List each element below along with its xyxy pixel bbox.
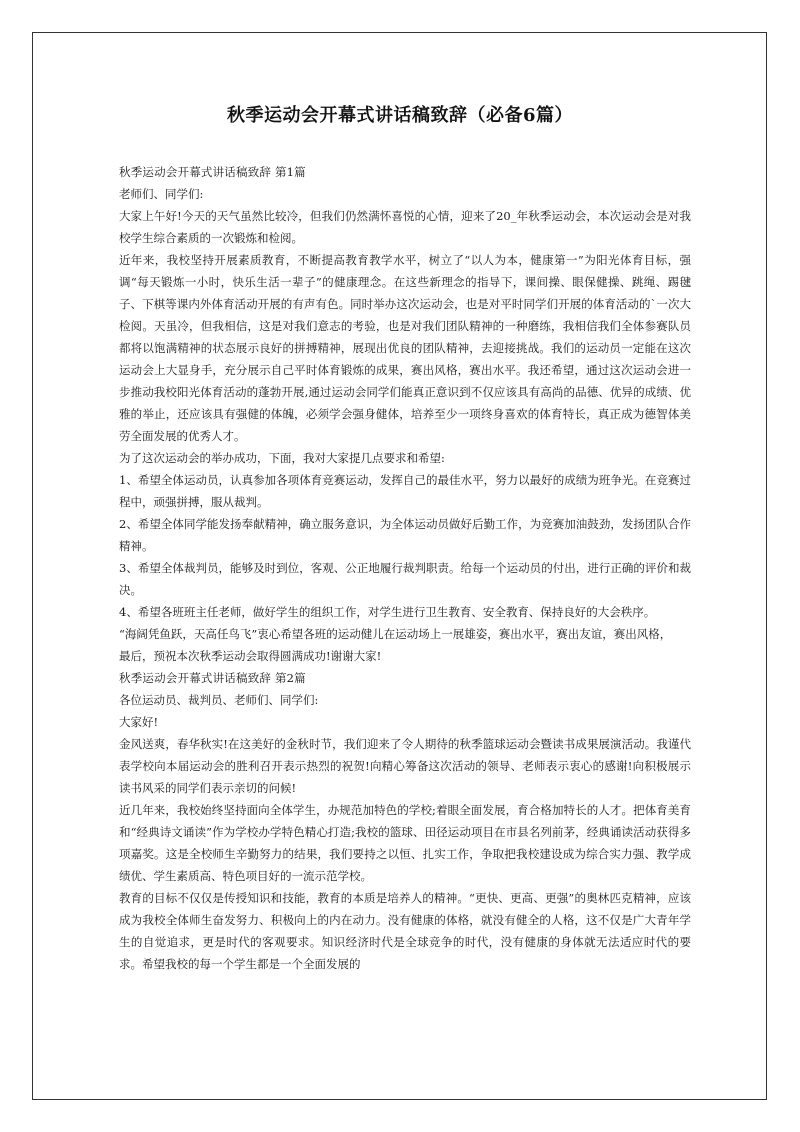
- closing: 最后，预祝本次秋季运动会取得圆满成功!谢谢大家!: [119, 649, 382, 663]
- section-heading-2: 秋季运动会开幕式讲话稿致辞 第2篇: [119, 671, 306, 685]
- paragraph: 近年来，我校坚持开展素质教育，不断提高教育教学水平，树立了“以人为本，健康第一”为阳光体育目标，强调“每天锻炼一小时，快乐生活一辈子”的健康理念。在这些新理念的指导下，课间操、眼保健操、跳绳、踢毽子、下棋等课内外体育活动开展的有声有色。同时举办这次运动会，也是对平时同学们开展的体育活动的`一次大检阅。天虽冷，但我相信，这是对我们意志的考验，也是对我们团队精神的一种磨练，我相信我们全体参赛队员都将以饱满精神的状态展示良好的拼搏精神，展现出优良的团队精神，去迎接挑战。我们的运动员一定能在这次运动会上大显身手，充分展示自己平时体育锻炼的成果，赛出风格，赛出水平。我还希望，通过这次运动会进一步推动我校阳光体育活动的蓬勃开展,通过运动会同学们能真正意识到不仅应该具有高尚的品德、优异的成绩、优雅的举止，还应该具有强健的体魄，必须学会强身健体，培养至少一项终身喜欢的体育特长，真正成为德智体美劳全面发展的优秀人才。: [119, 253, 691, 443]
- paragraph: 为了这次运动会的举办成功，下面，我对大家提几点要求和希望:: [119, 451, 445, 465]
- paragraph: 大家上午好!今天的天气虽然比较冷，但我们仍然满怀喜悦的心情，迎来了20_年秋季运动会，本次运动会是对我校学生综合素质的一次锻炼和检阅。: [119, 209, 691, 245]
- salutation: 各位运动员、裁判员、老师们、同学们:: [119, 693, 319, 707]
- paragraph: 金风送爽，春华秋实!在这美好的金秋时节，我们迎来了令人期待的秋季篮球运动会暨读书成果展演活动。我谨代表学校向本届运动会的胜利召开表示热烈的祝贺!向精心筹备这次活动的领导、老师表示衷心的感谢!向积极展示读书风采的同学们表示亲切的问候!: [119, 737, 691, 795]
- paragraph: 近几年来，我校始终坚持面向全体学生，办规范加特色的学校;着眼全面发展，育合格加特长的人才。把体育美育和“经典诗文诵读”作为学校办学特色精心打造;我校的篮球、田径运动项目在市县名列前茅，经典诵读活动获得多项嘉奖。这是全校师生辛勤努力的结果，我们要持之以恒、扎实工作，争取把我校建设成为综合实力强、教学成绩优、学生素质高、特色项目好的一流示范学校。: [119, 803, 691, 883]
- list-item: 1、希望全体运动员，认真参加各项体育竞赛运动，发挥自己的最佳水平，努力以最好的成绩为班争光。在竞赛过程中，顽强拼搏，服从裁判。: [119, 473, 691, 509]
- greeting: 大家好!: [119, 715, 159, 729]
- paragraph: 教育的目标不仅仅是传授知识和技能，教育的本质是培养人的精神。“更快、更高、更强”的奥林匹克精神，应该成为我校全体师生奋发努力、积极向上的内在动力。没有健康的体格，就没有健全的人格，这不仅是广大青年学生的自觉追求，更是时代的客观要求。知识经济时代是全球竞争的时代，没有健康的身体就无法适应时代的要求。希望我校的每一个学生都是一个全面发展的: [119, 891, 691, 971]
- salutation: 老师们、同学们:: [119, 187, 204, 201]
- section-heading-1: 秋季运动会开幕式讲话稿致辞 第1篇: [119, 165, 306, 179]
- document-title: 秋季运动会开幕式讲话稿致辞（必备6篇）: [226, 105, 574, 126]
- document-body: [119, 161, 691, 975]
- list-item: 3、希望全体裁判员，能够及时到位，客观、公正地履行裁判职责。给每一个运动员的付出，进行正确的评价和裁决。: [119, 561, 691, 597]
- list-item: 2、希望全体同学能发扬奉献精神，确立服务意识，为全体运动员做好后勤工作，为竞赛加油鼓劲，发扬团队合作精神。: [119, 517, 691, 553]
- paragraph: “海阔凭鱼跃，天高任鸟飞”衷心希望各班的运动健儿在运动场上一展雄姿，赛出水平，赛出友谊，赛出风格，: [119, 627, 672, 641]
- list-item: 4、希望各班班主任老师，做好学生的组织工作，对学生进行卫生教育、安全教育、保持良好的大会秩序。: [119, 605, 656, 619]
